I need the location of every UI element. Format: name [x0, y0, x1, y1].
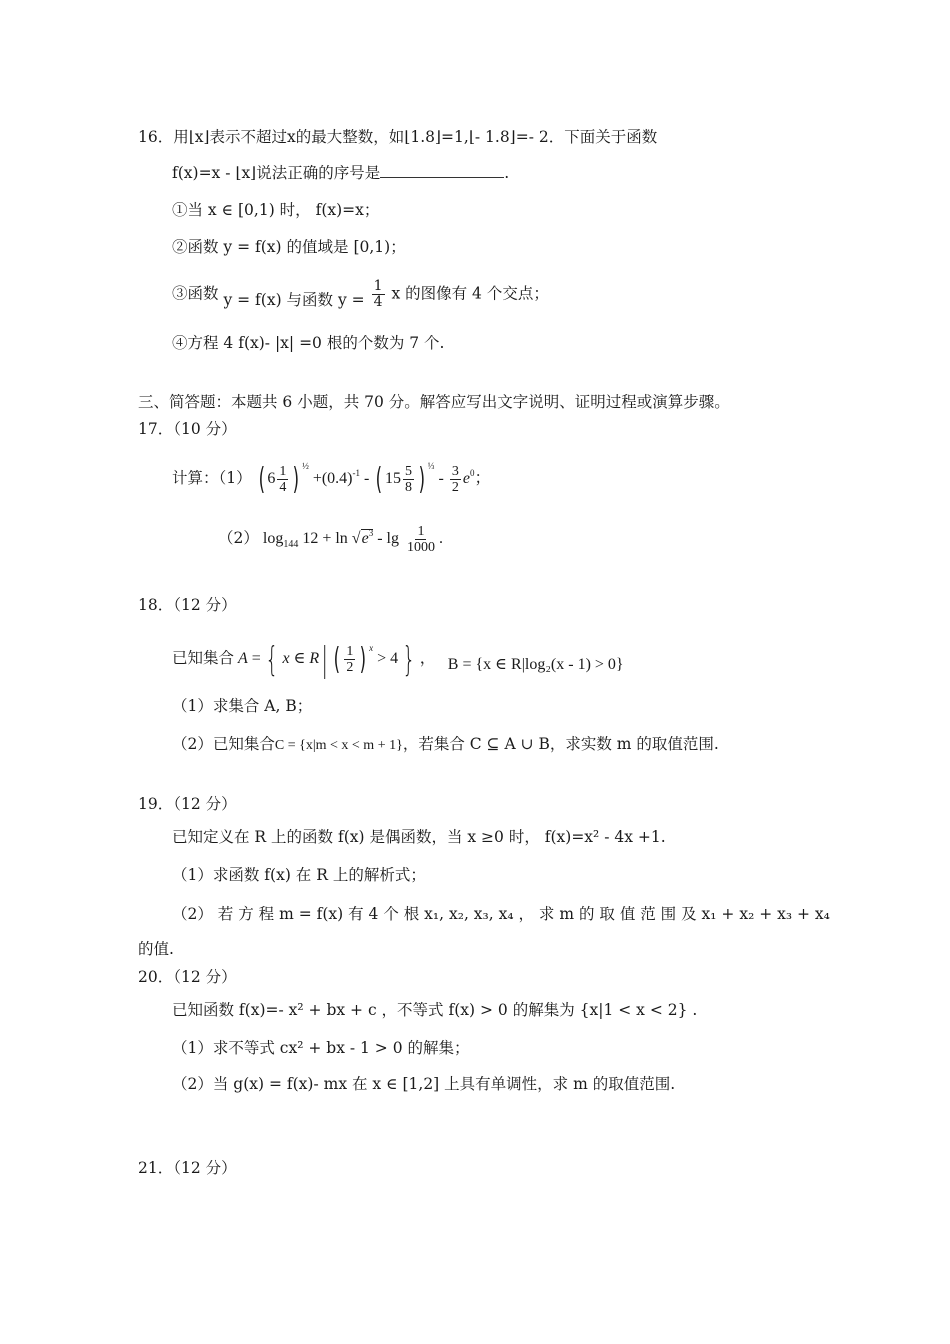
log-base: 144 [283, 539, 299, 551]
q16-answer-blank[interactable] [380, 177, 504, 178]
q16-option-3-suffix: x 的图像有 4 个交点； [391, 284, 549, 303]
q16-option-3-func: y = f(x) 与函数 y = [223, 290, 365, 309]
mixed-whole: 6 [267, 470, 276, 488]
q18-part-1: （1）求集合 A, B； [172, 697, 313, 715]
q16-option-3-fraction [372, 279, 385, 310]
exponent: ½ [302, 461, 309, 472]
term-b: +(0.4) [312, 470, 353, 488]
exponent: 3 [368, 528, 374, 539]
q16-stem-text: f(x)=x - ⌊x⌋说法正确的序号是 [172, 164, 381, 182]
q16-option-1: ①当 x ∈ [0,1) 时， f(x)=x； [172, 201, 380, 219]
q16-option-4: ④方程 4 f(x)- |x| =0 根的个数为 7 个. [172, 334, 445, 352]
q18-p2-prefix: （2）已知集合 [172, 735, 275, 753]
q16-option-2: ②函数 y = f(x) 的值域是 [0,1)； [172, 238, 406, 256]
q17-part-1: 计算：（1） ( 6 $\frac{1}{4}$ ) $^{\frac{1}{2}} +(0.4)^{-1}$ - ( 15 $\frac{5}{8}$ ) $^{\frac{1}{3}}$ - $\frac{3}{2}$ $e^0$； [172, 461, 491, 497]
sqrt-symbol: √ [351, 530, 361, 548]
q21-header: 21．（12 分） [138, 1159, 237, 1177]
q19-part-2: （2） 若 方 程 m = f(x) 有 4 个 根 x₁, x₂, x₃, x₄ ， 求 m 的 取 值 范 围 及 x₁ + x₂ + x₃ + x₄ [172, 905, 830, 923]
q20-part-2: （2）当 g(x) = f(x)- mx 在 x ∈ [1,2] 上具有单调性，求 m 的取值范围. [172, 1075, 676, 1093]
term-mid: 12 + ln [298, 530, 348, 548]
coefficient-fraction [450, 464, 461, 495]
e-symbol: e [361, 530, 369, 548]
set-b: B = {x ∈ R|log₂(x - 1) > 0} [447, 656, 624, 674]
sqrt-radicand [361, 529, 374, 547]
q20-part-1: （1）求不等式 cx² + bx - 1 > 0 的解集； [172, 1039, 470, 1057]
q20-header: 20．（12 分） [138, 968, 237, 986]
q16-option-3-prefix: ③函数 [172, 284, 219, 303]
period: . [438, 530, 443, 548]
fraction-denominator: 2 [451, 480, 459, 495]
exponent: -1 [352, 468, 360, 479]
fraction-numerator: 1 [417, 524, 425, 539]
fraction-denominator: 4 [279, 480, 287, 495]
q19-part-2-continued: 的值. [138, 940, 174, 958]
mixed-whole: 15 [385, 470, 402, 488]
q18-given-prefix: 已知集合 [172, 649, 235, 668]
exponent: ⅓ [427, 461, 435, 472]
mixed-fraction [277, 464, 288, 495]
q18-p2-suffix: ，若集合 C ⊆ A ∪ B，求实数 m 的取值范围. [402, 735, 719, 753]
q17-part-2 [218, 524, 443, 555]
q18-header: 18．（12 分） [138, 596, 237, 614]
fraction-numerator: 1 [373, 278, 383, 294]
q16-stem-line1: 16．用⌊x⌋表示不超过x的最大整数，如⌊1.8⌋=1,⌊- 1.8⌋=- 2．下面关于函数 [138, 128, 658, 146]
q17-p2-label: （2） [218, 529, 259, 548]
q17-header: 17．（10 分） [138, 420, 237, 438]
q17-p1-label: 计算：（1） [172, 469, 252, 488]
q16-period: . [504, 164, 510, 182]
q16-option-3 [172, 279, 549, 310]
q19-given: 已知定义在 R 上的函数 f(x) 是偶函数，当 x ≥0 时， f(x)=x² - 4x +1. [172, 828, 666, 846]
fraction-numerator: 1 [279, 464, 287, 479]
mixed-fraction [403, 464, 414, 495]
fraction-denominator: 1000 [406, 540, 435, 555]
fraction-numerator: 3 [451, 464, 459, 479]
fraction-denominator: 8 [405, 480, 413, 495]
fraction-denominator: 4 [373, 294, 383, 310]
q19-header: 19．（12 分） [138, 795, 237, 813]
lg-fraction [405, 524, 437, 555]
q18-part-2 [172, 733, 719, 757]
semicolon: ； [474, 470, 491, 488]
fraction-numerator: 5 [405, 464, 413, 479]
q20-given: 已知函数 f(x)=- x² + bx + c ，不等式 f(x) > 0 的解集为 {x|1 < x < 2} . [172, 1001, 698, 1019]
lg-symbol: - lg [377, 530, 399, 548]
q19-part-1: （1）求函数 f(x) 在 R 上的解析式； [172, 866, 426, 884]
set-c: C = {x|m < x < m + 1} [274, 738, 403, 753]
q18-given: 已知集合 A = { x ∈ R| ( $\frac{1}{2}$ ) $^x$ > 4 } ， B = {x ∈ R|log₂(x - 1) > 0} [172, 639, 624, 680]
log-symbol: log [262, 530, 284, 548]
section-3-heading: 三、简答题：本题共 6 小题，共 70 分。解答应写出文字说明、证明过程或演算步骤。 [138, 393, 730, 411]
q16-stem-line2 [172, 162, 509, 184]
